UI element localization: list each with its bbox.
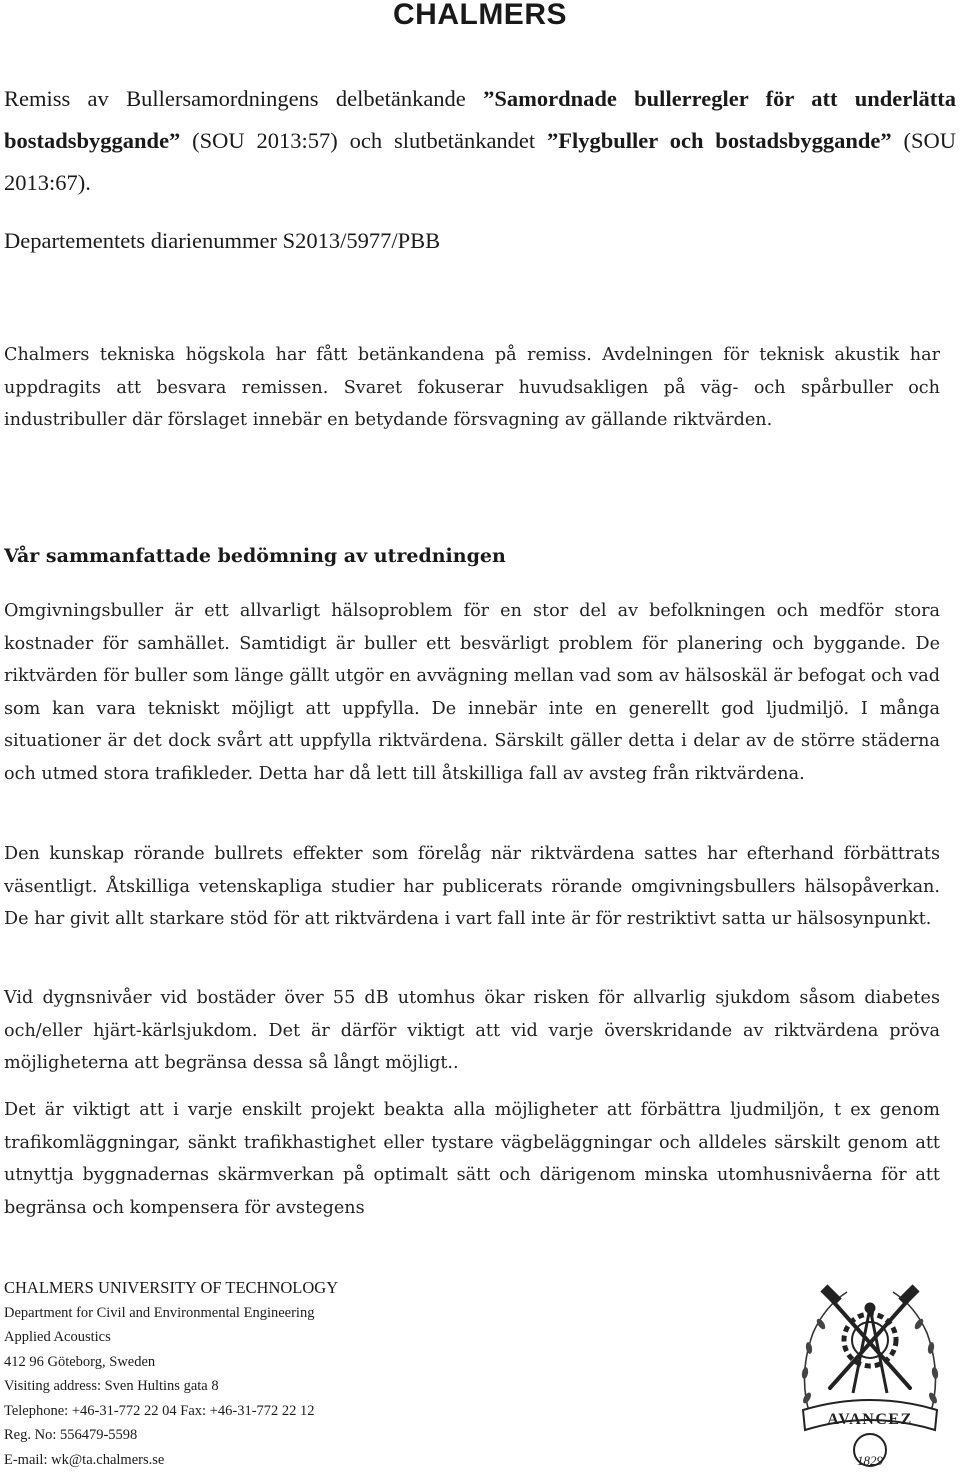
remiss-sou-2: (SOU 2013:67). (4, 128, 956, 195)
footer-reg: Reg. No: 556479-5598 (4, 1423, 644, 1448)
remiss-title-2: ”Flygbuller och bostadsbyggande” (547, 128, 892, 153)
footer-university: CHALMERS UNIVERSITY OF TECHNOLOGY (4, 1276, 644, 1301)
paragraph-1: Omgivningsbuller är ett allvarligt hälsoproblem för en stor del av befolkningen och medför stora kostnader för samhället. Samtidigt är buller ett besvärligt problem för planering och byggande. De riktvärden för buller som länge gällt utgör en avvägning mellan vad som av hälsoskäl är befogat och vad som kan vara tekniskt möjligt att uppfylla. De innebär inte en generellt god ljudmiljö. I många situationer är det dock svårt att uppfylla riktvärdena. Särskilt gäller detta i delar av de större städerna och utmed stora trafikleder. Detta har då lett till åtskilliga fall av avsteg från riktvärdena. (4, 595, 940, 790)
footer-address (4, 1276, 644, 1472)
seal-year: 1829 (857, 1453, 884, 1468)
remiss-connector: och slutbetänkandet (338, 128, 547, 153)
footer-phone: Telephone: +46-31-772 22 04 Fax: +46-31-772 22 12 (4, 1399, 644, 1424)
remiss-title-1: ”Samordnade bullerregler för att underlätta bostadsbyggande” (4, 86, 956, 153)
paragraph-4: Det är viktigt att i varje enskilt projekt beakta alla möjligheter att förbättra ljudmiljön, t ex genom trafikomläggningar, sänkt trafikhastighet eller tystare vägbeläggningar och alldeles särskilt genom att utnyttja byggnadernas skärmverkan på optimalt sätt och därigenom minska utomhusnivåerna för att begränsa och kompensera för avstegens (4, 1094, 940, 1224)
footer-visiting: Visiting address: Sven Hultins gata 8 (4, 1374, 644, 1399)
footer-postal: 412 96 Göteborg, Sweden (4, 1350, 644, 1375)
paragraph-3: Vid dygnsnivåer vid bostäder över 55 dB utomhus ökar risken för allvarlig sjukdom såsom diabetes och/eller hjärt-kärlsjukdom. Det är därför viktigt att vid varje överskridande av riktvärdena pröva möjligheterna att begränsa dessa så långt möjligt.. (4, 982, 940, 1080)
intro-paragraph: Chalmers tekniska högskola har fått betänkandena på remiss. Avdelningen för teknisk akustik har uppdragits att besvara remissen. Svaret fokuserar huvudsakligen på väg- och spårbuller och industribuller där förslaget innebär en betydande försvagning av gällande riktvärden. (4, 339, 940, 437)
footer-department: Department for Civil and Environmental Engineering (4, 1301, 644, 1326)
chalmers-logo: CHALMERS (340, 0, 620, 34)
remiss-sou-1: (SOU 2013:57) (180, 128, 337, 153)
summary-heading: Vår sammanfattade bedömning av utredningen (4, 540, 506, 572)
footer-email: E-mail: wk@ta.chalmers.se (4, 1448, 644, 1472)
footer-division: Applied Acoustics (4, 1325, 644, 1350)
diarienummer: Departementets diarienummer S2013/5977/PBB (4, 220, 956, 262)
remiss-prefix: Remiss av Bullersamordningens delbetänkande (4, 86, 483, 111)
paragraph-2: Den kunskap rörande bullrets effekter som förelåg när riktvärdena sattes har efterhand förbättrats väsentligt. Åtskilliga vetenskapliga studier har publicerats rörande omgivningsbullers hälsopåverkan. De har givit allt starkare stöd för att riktvärdena i vart fall inte är för restriktivt satta ur hälsosynpunkt. (4, 838, 940, 936)
remiss-title (4, 78, 956, 204)
seal-motto: AVANCEZ (827, 1411, 913, 1428)
chalmers-seal-icon (785, 1278, 955, 1468)
